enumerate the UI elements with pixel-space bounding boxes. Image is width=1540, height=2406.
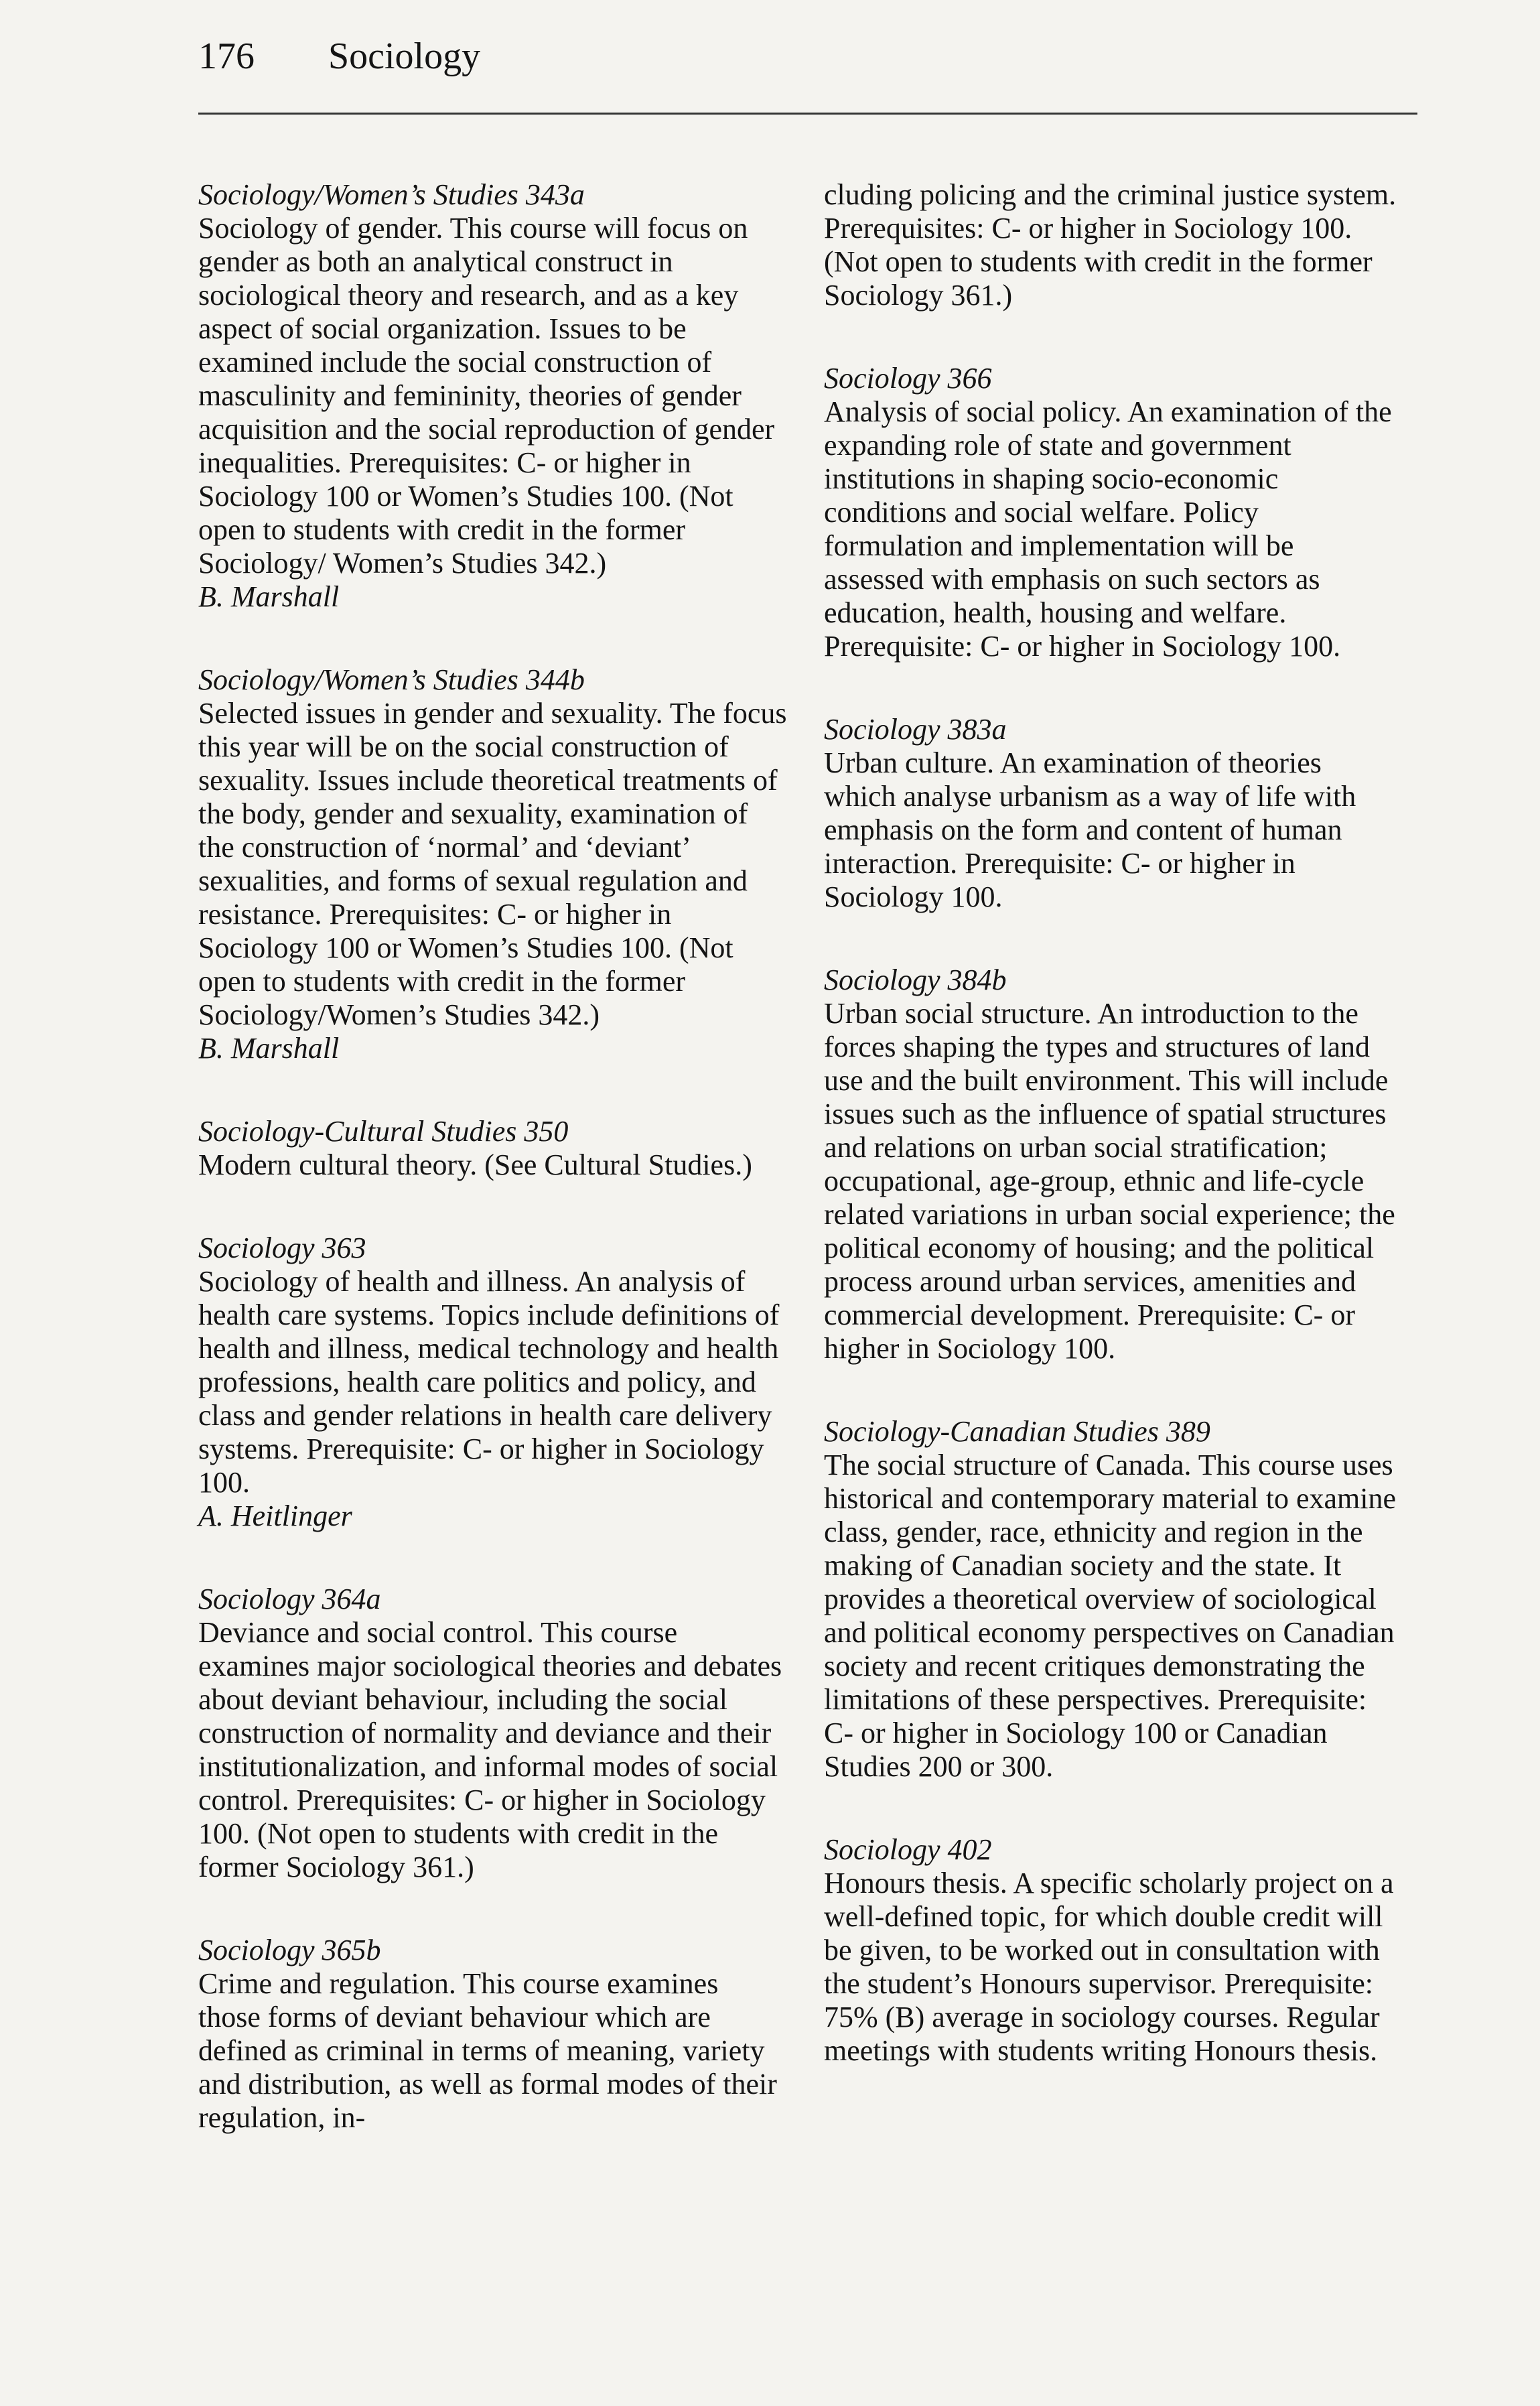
course-instructor: A. Heitlinger	[198, 1499, 352, 1532]
header-rule	[198, 113, 1417, 115]
course-description: Urban culture. An examination of theories which analyse urbanism as a way of life with emphasis on the form and content of human interaction. Prerequisite: C- or higher in Sociology 100.	[824, 746, 1356, 913]
course-code: Sociology 366	[824, 362, 992, 395]
course-entry	[198, 178, 788, 614]
page-header	[198, 35, 480, 78]
section-title: Sociology	[328, 36, 481, 77]
course-entry	[198, 1934, 788, 2135]
course-entry	[824, 362, 1400, 663]
course-entry	[198, 1583, 788, 1884]
course-code: Sociology 402	[824, 1833, 992, 1866]
course-description: Modern cultural theory. (See Cultural Studies.)	[198, 1148, 752, 1181]
course-code: Sociology/Women’s Studies 343a	[198, 178, 585, 211]
course-entry	[824, 713, 1400, 914]
course-description: Deviance and social control. This course examines major sociological theories and debates about deviant behaviour, including the social construction of normality and deviance and their institutionalization, and informal modes of social control. Prerequisites: C- or higher in Sociology 100. (Not open to students with credit in the former Sociology 361.)	[198, 1616, 782, 1883]
course-description: The social structure of Canada. This course uses historical and contemporary material to examine class, gender, race, ethnicity and region in the making of Canadian society and the state. It provides a theoretical overview of sociological and political economy perspectives on Canadian society and recent critiques demonstrating the limitations of these perspectives. Prerequisite: C- or higher in Sociology 100 or Canadian Studies 200 or 300.	[824, 1449, 1397, 1783]
course-entry	[824, 1415, 1400, 1784]
course-code: Sociology/Women’s Studies 344b	[198, 663, 585, 696]
course-description: Selected issues in gender and sexuality. The focus this year will be on the social construction of sexuality. Issues include theoretical treatments of the body, gender and sexuality, examination of the construction of ‘normal’ and ‘deviant’ sexualities, and forms of sexual regulation and resistance. Prerequisites: C- or higher in Sociology 100 or Women’s Studies 100. (Not open to students with credit in the former Sociology/Women’s Studies 342.)	[198, 697, 787, 1031]
course-entry	[198, 1115, 788, 1182]
course-description: Urban social structure. An introduction to the forces shaping the types and structures of land use and the built environment. This will include issues such as the influence of spatial structures and relations on urban social stratification; occupational, age-group, ethnic and life-cycle related variations in urban social experience; the political economy of housing; and the political process around urban services, amenities and commercial development. Prerequisite: C- or higher in Sociology 100.	[824, 997, 1395, 1365]
course-code: Sociology-Cultural Studies 350	[198, 1115, 569, 1148]
page-number: 176	[198, 36, 255, 77]
course-description: Sociology of health and illness. An analysis of health care systems. Topics include definitions of health and illness, medical technology and health professions, health care politics and policy, and class and gender relations in health care delivery systems. Prerequisite: C- or higher in Sociology 100.	[198, 1265, 780, 1499]
course-description: Analysis of social policy. An examination of the expanding role of state and government institutions in shaping socio-economic conditions and social welfare. Policy formulation and implementation will be assessed with emphasis on such sectors as education, health, housing and welfare. Prerequisite: C- or higher in Sociology 100.	[824, 395, 1392, 663]
course-code: Sociology 363	[198, 1231, 366, 1264]
course-description: Honours thesis. A specific scholarly project on a well-defined topic, for which double credit will be given, to be worked out in consultation with the student’s Honours supervisor. Prerequisite: 75% (B) average in sociology courses. Regular meetings with students writing Honours thesis.	[824, 1867, 1394, 2067]
course-code: Sociology-Canadian Studies 389	[824, 1415, 1210, 1448]
course-description: cluding policing and the criminal justice system. Prerequisites: C- or higher in Sociology 100. (Not open to students with credit in the former Sociology 361.)	[824, 178, 1397, 312]
course-code: Sociology 364a	[198, 1583, 381, 1615]
course-entry	[198, 663, 788, 1065]
course-entry	[824, 1833, 1400, 2068]
course-code: Sociology 365b	[198, 1934, 381, 1966]
right-column	[824, 178, 1400, 2117]
course-instructor: B. Marshall	[198, 580, 340, 613]
course-entry	[824, 963, 1400, 1365]
course-entry	[198, 1231, 788, 1533]
left-column	[198, 178, 788, 2184]
course-instructor: B. Marshall	[198, 1032, 340, 1065]
course-code: Sociology 383a	[824, 713, 1007, 746]
course-description: Crime and regulation. This course examines those forms of deviant behaviour which are defined as criminal in terms of meaning, variety and distribution, as well as formal modes of their regulation, in-	[198, 1967, 777, 2134]
course-code: Sociology 384b	[824, 963, 1007, 996]
course-description: Sociology of gender. This course will focus on gender as both an analytical construct in sociological theory and research, and as a key aspect of social organization. Issues to be examined include the social construction of masculinity and femininity, theories of gender acquisition and the social reproduction of gender inequalities. Prerequisites: C- or higher in Sociology 100 or Women’s Studies 100. (Not open to students with credit in the former Sociology/ Women’s Studies 342.)	[198, 212, 775, 580]
course-entry-continued	[824, 178, 1400, 312]
